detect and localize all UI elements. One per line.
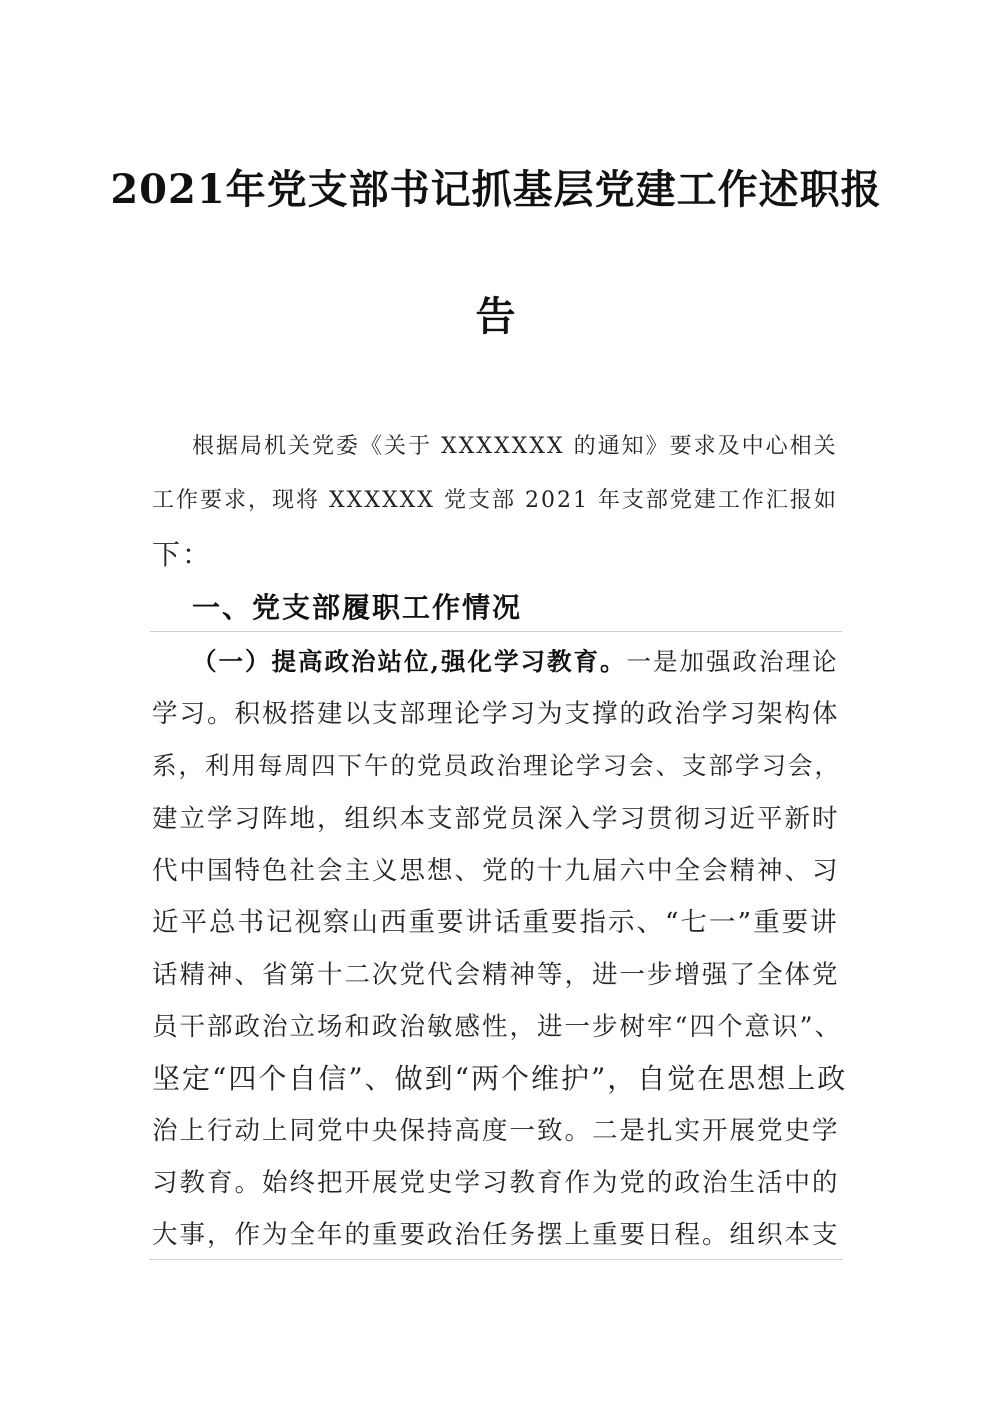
body-line: 大事，作为全年的重要政治任务摆上重要日程。组织本支: [152, 1220, 840, 1250]
document-title-line-2: 告: [475, 293, 517, 340]
subsection-heading: （一）提高政治站位,强化学习教育。: [192, 647, 627, 676]
body-line: 员干部政治立场和政治敏感性，进一步树牢“四个意识”、: [152, 1012, 843, 1042]
body-line: 学习。积极搭建以支部理论学习为支撑的政治学习架构体: [152, 699, 840, 729]
subsection-first-line: [192, 642, 839, 682]
body-line: 习教育。始终把开展党史学习教育作为党的政治生活中的: [152, 1168, 840, 1198]
body-line: 治上行动上同党中央保持高度一致。二是扎实开展党史学: [152, 1116, 840, 1146]
body-line: 话精神、省第十二次党代会精神等，进一步增强了全体党: [152, 960, 840, 990]
section-heading: 一、党支部履职工作情况: [192, 591, 523, 624]
intro-line-1: 根据局机关党委《关于 XXXXXXX 的通知》要求及中心相关: [192, 434, 838, 459]
body-line: 系，利用每周四下午的党员政治理论学习会、支部学习会，: [152, 751, 841, 780]
body-line: 建立学习阵地，组织本支部党员深入学习贯彻习近平新时: [152, 804, 840, 834]
body-line: 坚定“四个自信”、做到“两个维护”，自觉在思想上政: [152, 1062, 848, 1095]
body-line: 近平总书记视察山西重要讲话重要指示、“七一”重要讲: [152, 907, 839, 938]
divider-line: [150, 631, 842, 632]
subsection-first-line-text: 一是加强政治理论: [626, 647, 839, 676]
intro-line-3: 下：: [152, 538, 213, 571]
intro-line-2: 工作要求，现将 XXXXXX 党支部 2021 年支部党建工作汇报如: [152, 488, 838, 513]
body-line: 代中国特色社会主义思想、党的十九届六中全会精神、习: [152, 856, 840, 886]
bottom-divider-line: [150, 1259, 842, 1260]
document-title-line-1: 2021年党支部书记抓基层党建工作述职报: [110, 166, 882, 213]
